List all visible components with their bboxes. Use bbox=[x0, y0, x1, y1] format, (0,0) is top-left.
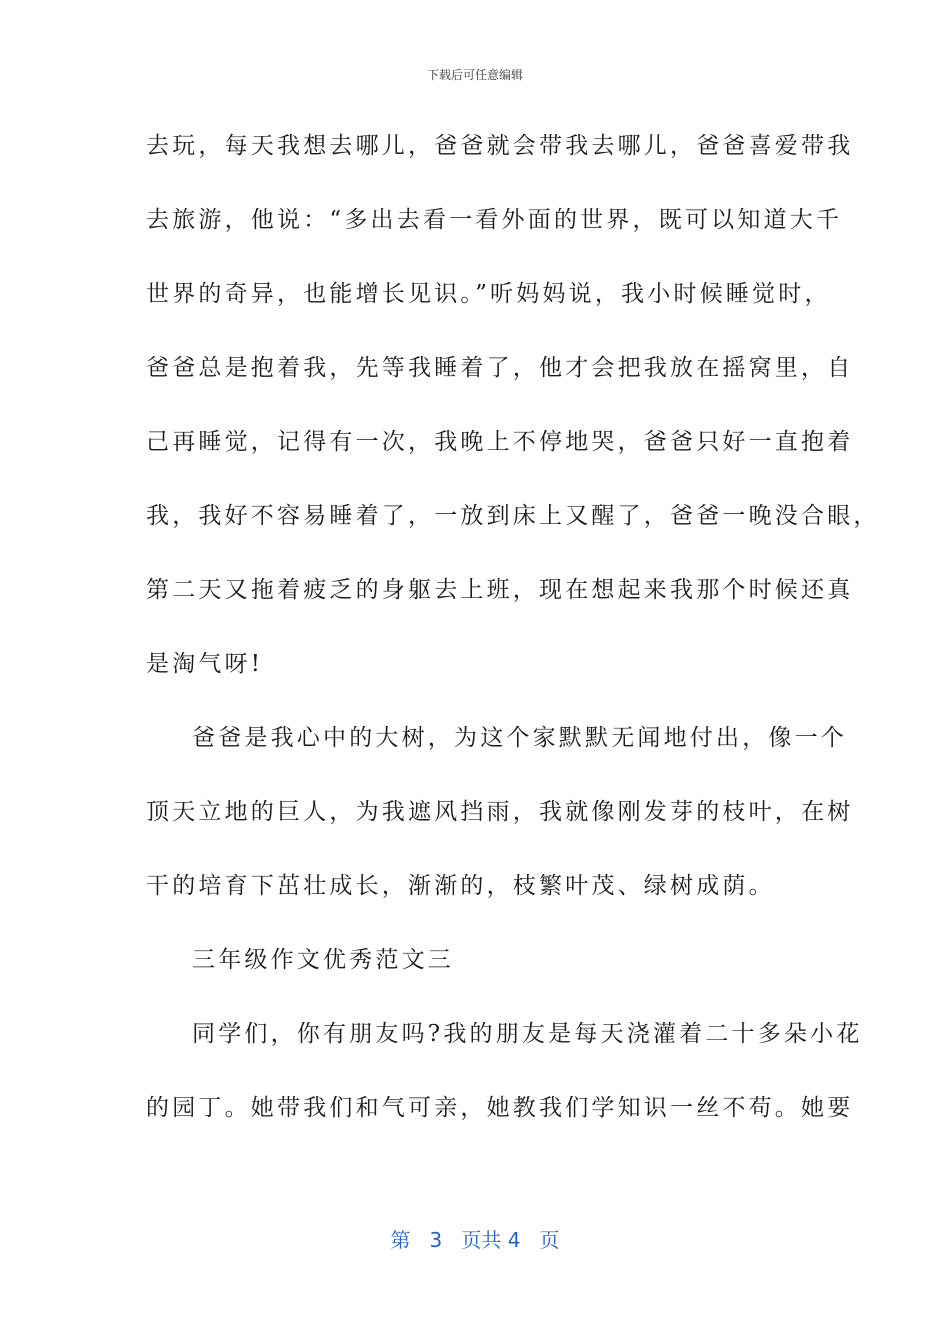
text-line: 去旅游，他说：“多出去看一看外面的世界，既可以知道大千 bbox=[146, 207, 843, 233]
page-label-prefix: 第 bbox=[390, 1228, 411, 1252]
page-label-middle: 页共 bbox=[461, 1228, 502, 1252]
text-line: 己再睡觉，记得有一次，我晚上不停地哭，爸爸只好一直抱着 bbox=[146, 429, 854, 455]
text-line: 的园丁。她带我们和气可亲，她教我们学知识一丝不苟。她要 bbox=[146, 1095, 854, 1121]
text-line: 是淘气呀! bbox=[146, 651, 264, 677]
page-label-suffix: 页 bbox=[539, 1228, 560, 1252]
text-line: 干的培育下茁壮成长，渐渐的，枝繁叶茂、绿树成荫。 bbox=[146, 873, 775, 899]
page-footer bbox=[0, 1224, 950, 1253]
text-line: 顶天立地的巨人，为我遮风挡雨，我就像刚发芽的枝叶，在树 bbox=[146, 799, 854, 825]
paragraph-start-line: 爸爸是我心中的大树，为这个家默默无闻地付出，像一个 bbox=[192, 725, 847, 751]
text-line: 去玩，每天我想去哪儿，爸爸就会带我去哪儿，爸爸喜爱带我 bbox=[146, 133, 854, 159]
page-header: 下载后可任意编辑 bbox=[426, 68, 523, 82]
paragraph-start-line: 同学们，你有朋友吗?我的朋友是每天浇灌着二十多朵小花 bbox=[192, 1021, 863, 1047]
text-line: 我，我好不容易睡着了，一放到床上又醒了，爸爸一晚没合眼， bbox=[146, 503, 880, 529]
section-heading: 三年级作文优秀范文三 bbox=[192, 947, 454, 973]
document-body bbox=[146, 122, 880, 1158]
text-line: 第二天又拖着疲乏的身躯去上班，现在想起来我那个时候还真 bbox=[146, 577, 854, 603]
text-line: 世界的奇异，也能增长见识。”听妈妈说，我小时候睡觉时， bbox=[146, 281, 831, 307]
text-line: 爸爸总是抱着我，先等我睡着了，他才会把我放在摇窝里，自 bbox=[146, 355, 854, 381]
page-number: 3 bbox=[429, 1228, 443, 1252]
total-pages: 4 bbox=[507, 1228, 521, 1252]
